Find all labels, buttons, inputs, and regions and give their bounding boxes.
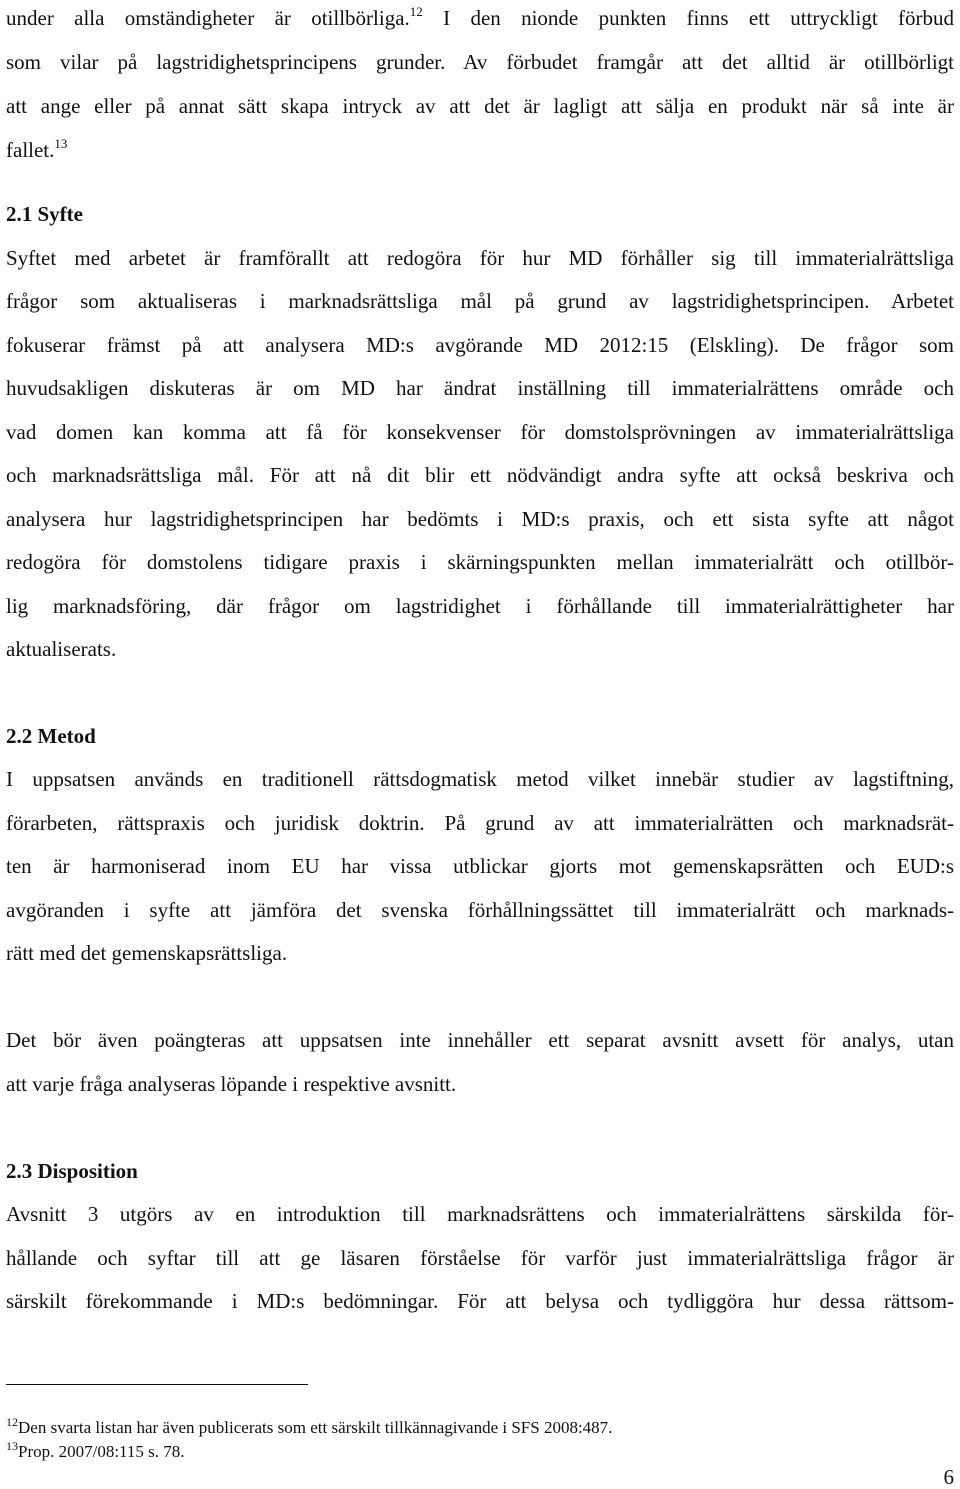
body-line: särskilt förekommande i MD:s bedömningar. För att belysa och tydliggöra hur dessa rättsom- — [6, 1289, 954, 1313]
body-line: hållande och syftar till att ge läsaren förståelse för varför just immaterialrättsliga frågor är — [6, 1246, 954, 1270]
body-line: Syftet med arbetet är framförallt att redogöra för hur MD förhåller sig till immaterialrättsliga — [6, 246, 954, 270]
body-line: fokuserar främst på att analysera MD:s avgörande MD 2012:15 (Elskling). De frågor som — [6, 333, 954, 357]
body-line: I uppsatsen används en traditionell rättsdogmatisk metod vilket innebär studier av lagstiftning, — [6, 767, 954, 791]
footnote-ref[interactable]: 12 — [409, 4, 423, 19]
body-line: Det bör även poängteras att uppsatsen inte innehåller ett separat avsnitt avsett för analys, utan — [6, 1028, 954, 1052]
footnote-separator — [6, 1384, 308, 1385]
body-line: Avsnitt 3 utgörs av en introduktion till marknadsrättens och immaterialrättens särskilda för- — [6, 1202, 954, 1226]
footnote-ref[interactable]: 13 — [54, 136, 68, 151]
section-heading-disposition: 2.3 Disposition — [6, 1159, 138, 1183]
body-line: analysera hur lagstridighetsprincipen har bedömts i MD:s praxis, och ett sista syfte att något — [6, 507, 954, 531]
body-line: frågor som aktualiseras i marknadsrättsliga mål på grund av lagstridighetsprincipen. Arbetet — [6, 289, 954, 313]
body-line: ten är harmoniserad inom EU har vissa utblickar gjorts mot gemenskapsrätten och EUD:s — [6, 854, 954, 878]
body-line: huvudsakligen diskuteras är om MD har ändrat inställning till immaterialrättens område och — [6, 376, 954, 400]
section-heading-metod: 2.2 Metod — [6, 724, 96, 748]
body-line: att varje fråga analyseras löpande i respektive avsnitt. — [6, 1072, 457, 1096]
body-line: som vilar på lagstridighetsprincipens grunder. Av förbudet framgår att det alltid är otillbörligt — [6, 50, 954, 74]
body-line: aktualiserats. — [6, 637, 117, 661]
footnote-13: $^{13}$Prop. 2007/08:115 s. 78. — [6, 1439, 185, 1461]
body-line: förarbeten, rättspraxis och juridisk doktrin. På grund av att immaterialrätten och marknadsrät- — [6, 811, 954, 835]
body-line: lig marknadsföring, där frågor om lagstridighet i förhållande till immaterialrättigheter har — [6, 594, 954, 618]
body-line: rätt med det gemenskapsrättsliga. — [6, 941, 288, 965]
body-line: att ange eller på annat sätt skapa intryck av att det är lagligt att sälja en produkt när så inte är — [6, 94, 954, 118]
body-line: fallet.$^{13}$ — [6, 136, 68, 162]
body-line: under alla omständigheter är otillbörliga.$^{12}$ I den nionde punkten finns ett uttryckligt förbud — [6, 4, 954, 30]
body-line: och marknadsrättsliga mål. För att nå dit blir ett nödvändigt andra syfte att också beskriva och — [6, 463, 954, 487]
body-line: vad domen kan komma att få för konsekvenser för domstolsprövningen av immaterialrättsliga — [6, 420, 954, 444]
body-line: avgöranden i syfte att jämföra det svenska förhållningssättet till immaterialrätt och marknads- — [6, 898, 954, 922]
page-number: 6 — [943, 1465, 954, 1489]
footnote-12: $^{12}$Den svarta listan har även publicerats som ett särskilt tillkännagivande i SFS 2008:487. — [6, 1415, 613, 1437]
body-line: redogöra för domstolens tidigare praxis i skärningspunkten mellan immaterialrätt och otillbör- — [6, 550, 954, 574]
section-heading-syfte: 2.1 Syfte — [6, 202, 83, 226]
